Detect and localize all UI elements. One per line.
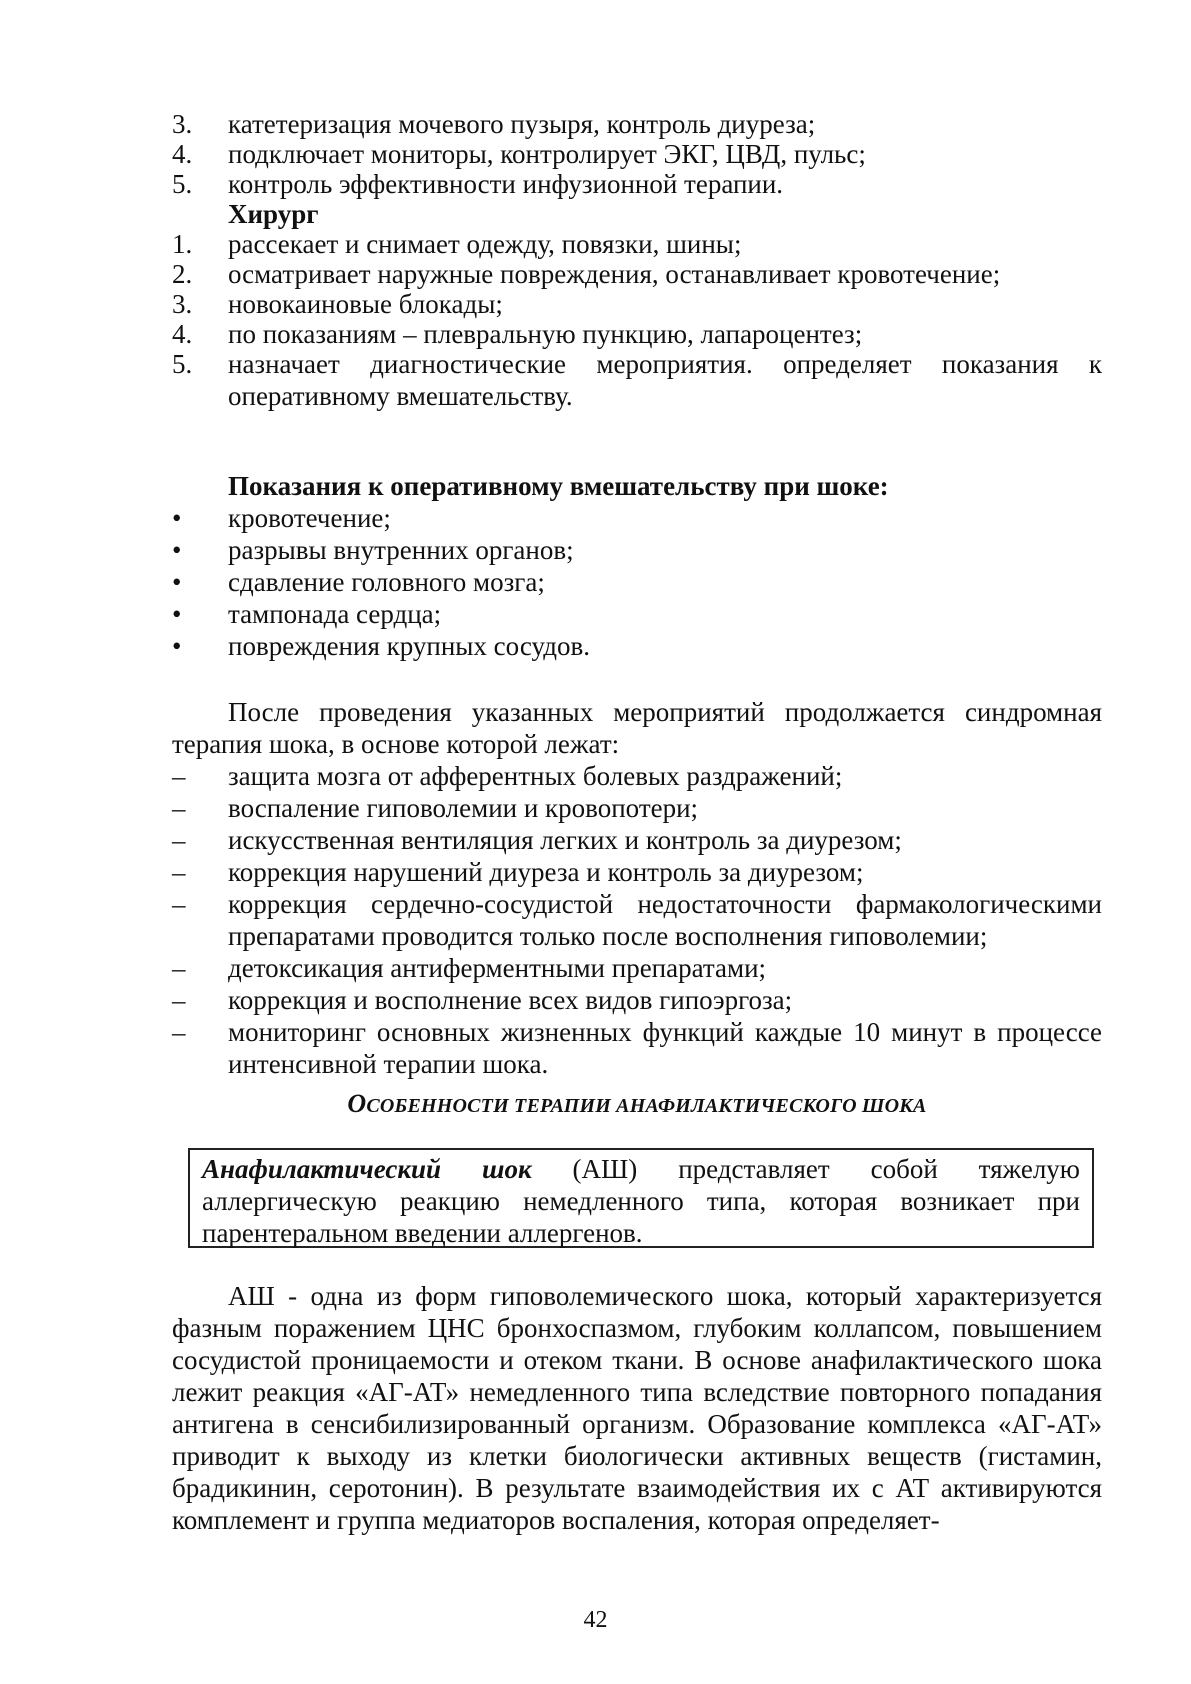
list-number: 5. [172,349,193,379]
dash-marker: – [172,761,186,791]
bullet-item [172,534,1102,566]
list-number: 4. [172,319,193,349]
dash-item [172,792,1102,824]
list-number: 5. [172,169,193,199]
list-item [172,348,1102,412]
bullet-item [172,598,1102,630]
definition-body: (АШ) представляет собой тяжелую аллергическую реакцию немедленного типа, которая возникает при парентеральном введении аллергенов. [202,1154,1080,1248]
dash-text: искусственная вентиляция легких и контроль за диурезом; [228,825,902,855]
list-number: 3. [172,289,193,319]
list-item-text: рассекает и снимает одежду, повязки, шины; [228,229,742,259]
bullet-text: сдавление головного мозга; [228,567,545,597]
dash-marker: – [172,985,186,1015]
list-item [172,288,1102,320]
dash-item [172,1016,1102,1080]
indications-heading: Показания к оперативному вмешательству при шоке: [228,471,889,501]
list-item [172,168,1102,200]
bullet-item [172,566,1102,598]
list-number: 3. [172,109,193,139]
dash-marker: – [172,953,186,983]
list-item-text: катетеризация мочевого пузыря, контроль диуреза; [228,109,816,139]
dash-item [172,888,1102,952]
definition-box [188,1148,1094,1248]
list-item [172,108,1102,140]
list-item-text: назначает диагностические мероприятия. определяет показания к оперативному вмешательству. [228,349,1102,411]
section-title-rest: СОБЕННОСТИ ТЕРАПИИ АНАФИЛАКТИЧЕСКОГО ШОКА [366,1095,927,1117]
list-item-text: по показаниям – плевральную пункцию, лапароцентез; [228,319,863,349]
dash-text: коррекция и восполнение всех видов гипоэргоза; [228,985,793,1015]
dash-text: воспаление гиповолемии и кровопотери; [228,793,699,823]
list-item [172,258,1102,290]
list-item [172,228,1102,260]
dash-item [172,760,1102,792]
list-item [172,318,1102,350]
dash-item [172,856,1102,888]
dash-text: коррекция сердечно-сосудистой недостаточности фармакологическими препаратами проводится только после восполнения гиповолемии; [228,889,1102,951]
dash-marker: – [172,793,186,823]
bullet-text: разрывы внутренних органов; [228,535,574,565]
dash-text: защита мозга от афферентных болевых раздражений; [228,761,843,791]
dash-item [172,824,1102,856]
bullet-marker: • [172,503,182,533]
dash-marker: – [172,857,186,887]
list-number: 4. [172,139,193,169]
bullet-text: повреждения крупных сосудов. [228,631,590,661]
dash-text: коррекция нарушений диуреза и контроль за диурезом; [228,857,864,887]
bullet-marker: • [172,599,182,629]
list-number: 1. [172,229,193,259]
bullet-item [172,502,1102,534]
dash-marker: – [172,825,186,855]
page-number: 42 [583,1607,608,1633]
ash-paragraph: АШ - одна из форм гиповолемического шока, который характеризуется фазным поражением ЦНС бронхоспазмом, глубоким коллапсом, повышением сосудистой проницаемости и отеком ткани. В основе анафилактического шока лежит реакция «АГ-АТ» немедленного типа вследствие повторного попадания антигена в сенсибилизированный организм. Образование комплекса «АГ-АТ» приводит к выходу из клетки биологически активных веществ (гистамин, брадикинин, серотонин). В результате взаимодействия их с АТ активируются комплемент и группа медиаторов воспаления, которая определяет- [172,1281,1102,1535]
dash-item [172,984,1102,1016]
list-number: 2. [172,259,193,289]
list-item-text: осматривает наружные повреждения, останавливает кровотечение; [228,259,1001,289]
section-title [172,1088,1102,1122]
dash-text: детоксикация антиферментными препаратами; [228,953,767,983]
dash-marker: – [172,889,186,919]
list-item [172,138,1102,170]
list-item-text: новокаиновые блокады; [228,289,503,319]
dash-marker: – [172,1017,186,1047]
bullet-text: кровотечение; [228,503,391,533]
list-item-text: контроль эффективности инфузионной терапии. [228,169,784,199]
surgeon-heading: Хирург [228,199,319,229]
section-title-initial: О [347,1089,367,1118]
definition-text [202,1153,1080,1249]
bullet-marker: • [172,631,182,661]
definition-term: Анафилактический шок [202,1154,532,1184]
list-item-text: подключает мониторы, контролирует ЭКГ, ЦВД, пульс; [228,139,866,169]
bullet-item [172,630,1102,662]
dash-item [172,952,1102,984]
therapy-intro-paragraph: После проведения указанных мероприятий продолжается синдромная терапия шока, в основе которой лежат: [172,697,1102,759]
bullet-marker: • [172,535,182,565]
bullet-marker: • [172,567,182,597]
bullet-text: тампонада сердца; [228,599,442,629]
dash-text: мониторинг основных жизненных функций каждые 10 минут в процессе интенсивной терапии шока. [228,1017,1102,1079]
